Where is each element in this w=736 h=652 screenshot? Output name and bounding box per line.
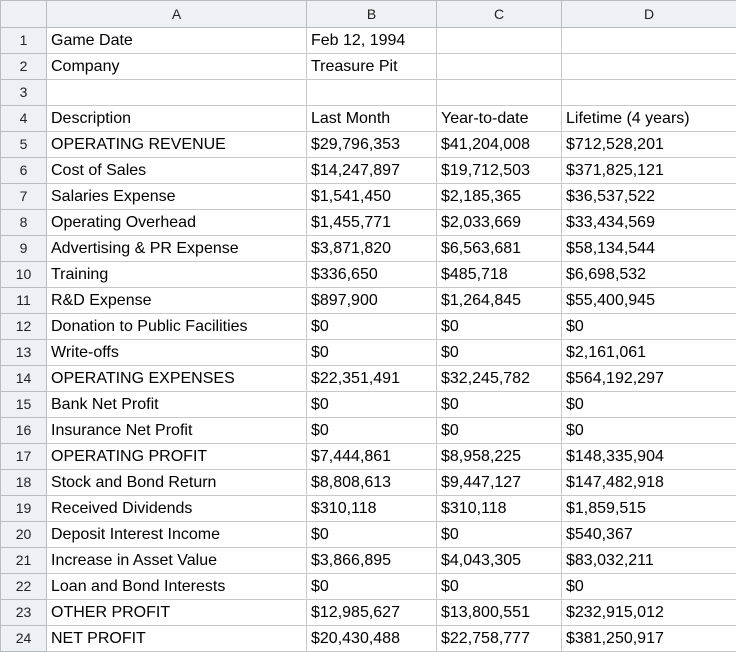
column-header-row	[1, 1, 736, 28]
cell-b[interactable]: $0	[307, 418, 437, 444]
table-row	[1, 366, 736, 392]
cell-b[interactable]: Feb 12, 1994	[307, 28, 437, 54]
cell-b[interactable]: $3,866,895	[307, 548, 437, 574]
cell-d[interactable]: Lifetime (4 years)	[562, 106, 736, 132]
column-header-b[interactable]: B	[307, 1, 437, 28]
table-row	[1, 496, 736, 522]
cell-d[interactable]: $147,482,918	[562, 470, 736, 496]
cell-b[interactable]: $0	[307, 392, 437, 418]
table-row	[1, 444, 736, 470]
cell-a[interactable]: OTHER PROFIT	[47, 600, 307, 626]
table-row	[1, 548, 736, 574]
table-row	[1, 288, 736, 314]
column-header-c[interactable]: C	[437, 1, 562, 28]
row-header[interactable]: 6	[1, 158, 47, 184]
cell-a[interactable]: Increase in Asset Value	[47, 548, 307, 574]
cell-b[interactable]: $897,900	[307, 288, 437, 314]
table-row	[1, 106, 736, 132]
cell-c[interactable]: $6,563,681	[437, 236, 562, 262]
cell-a[interactable]: Donation to Public Facilities	[47, 314, 307, 340]
cell-b[interactable]: $1,455,771	[307, 210, 437, 236]
cell-b[interactable]: $20,430,488	[307, 626, 437, 652]
cell-c[interactable]	[437, 80, 562, 106]
cell-a[interactable]: OPERATING REVENUE	[47, 132, 307, 158]
cell-a[interactable]: Game Date	[47, 28, 307, 54]
cell-a[interactable]: Stock and Bond Return	[47, 470, 307, 496]
table-row	[1, 262, 736, 288]
row-header[interactable]: 3	[1, 80, 47, 106]
cell-a[interactable]: Loan and Bond Interests	[47, 574, 307, 600]
cell-b[interactable]: $8,808,613	[307, 470, 437, 496]
cell-c[interactable]: $0	[437, 522, 562, 548]
cell-c[interactable]: $2,185,365	[437, 184, 562, 210]
cell-b[interactable]	[307, 80, 437, 106]
table-row	[1, 340, 736, 366]
cell-d[interactable]	[562, 80, 736, 106]
table-row	[1, 28, 736, 54]
row-header[interactable]: 18	[1, 470, 47, 496]
row-header[interactable]: 7	[1, 184, 47, 210]
cell-b[interactable]: $14,247,897	[307, 158, 437, 184]
cell-d[interactable]: $371,825,121	[562, 158, 736, 184]
cell-d[interactable]: $0	[562, 314, 736, 340]
row-header[interactable]: 14	[1, 366, 47, 392]
cell-b[interactable]: $29,796,353	[307, 132, 437, 158]
cell-d[interactable]: $6,698,532	[562, 262, 736, 288]
cell-a[interactable]: Cost of Sales	[47, 158, 307, 184]
column-header-a[interactable]: A	[47, 1, 307, 28]
cell-c[interactable]: $0	[437, 340, 562, 366]
cell-c[interactable]: $13,800,551	[437, 600, 562, 626]
cell-a[interactable]: R&D Expense	[47, 288, 307, 314]
cell-c[interactable]: $19,712,503	[437, 158, 562, 184]
row-header[interactable]: 4	[1, 106, 47, 132]
cell-a[interactable]: Write-offs	[47, 340, 307, 366]
cell-b[interactable]: $0	[307, 340, 437, 366]
cell-c[interactable]: $2,033,669	[437, 210, 562, 236]
cell-d[interactable]: $83,032,211	[562, 548, 736, 574]
row-header[interactable]: 12	[1, 314, 47, 340]
cell-d[interactable]: $1,859,515	[562, 496, 736, 522]
table-row	[1, 470, 736, 496]
row-header[interactable]: 16	[1, 418, 47, 444]
table-row	[1, 210, 736, 236]
cell-c[interactable]: $22,758,777	[437, 626, 562, 652]
cell-a[interactable]: Salaries Expense	[47, 184, 307, 210]
row-header[interactable]: 11	[1, 288, 47, 314]
table-row	[1, 236, 736, 262]
cell-c[interactable]: $0	[437, 418, 562, 444]
cell-d[interactable]: $148,335,904	[562, 444, 736, 470]
row-header[interactable]: 20	[1, 522, 47, 548]
cell-d[interactable]: $232,915,012	[562, 600, 736, 626]
cell-a[interactable]: Insurance Net Profit	[47, 418, 307, 444]
cell-c[interactable]: $485,718	[437, 262, 562, 288]
table-row	[1, 54, 736, 80]
cell-c[interactable]: $1,264,845	[437, 288, 562, 314]
cell-b[interactable]: $22,351,491	[307, 366, 437, 392]
table-row	[1, 314, 736, 340]
row-header[interactable]: 22	[1, 574, 47, 600]
row-header[interactable]: 9	[1, 236, 47, 262]
cell-b[interactable]: Treasure Pit	[307, 54, 437, 80]
cell-b[interactable]: $0	[307, 522, 437, 548]
row-header[interactable]: 10	[1, 262, 47, 288]
cell-d[interactable]: $540,367	[562, 522, 736, 548]
cell-d[interactable]: $712,528,201	[562, 132, 736, 158]
cell-d[interactable]: $36,537,522	[562, 184, 736, 210]
cell-a[interactable]: Advertising & PR Expense	[47, 236, 307, 262]
cell-c[interactable]: $310,118	[437, 496, 562, 522]
row-header[interactable]: 17	[1, 444, 47, 470]
cell-c[interactable]: Year-to-date	[437, 106, 562, 132]
table-row	[1, 184, 736, 210]
cell-d[interactable]: $564,192,297	[562, 366, 736, 392]
cell-c[interactable]: $9,447,127	[437, 470, 562, 496]
row-header[interactable]: 13	[1, 340, 47, 366]
table-row	[1, 158, 736, 184]
cell-b[interactable]: $0	[307, 574, 437, 600]
column-header-d[interactable]: D	[562, 1, 736, 28]
row-header[interactable]: 19	[1, 496, 47, 522]
cell-a[interactable]: Operating Overhead	[47, 210, 307, 236]
cell-a[interactable]: OPERATING EXPENSES	[47, 366, 307, 392]
cell-a[interactable]: Description	[47, 106, 307, 132]
row-header[interactable]: 2	[1, 54, 47, 80]
cell-c[interactable]: $4,043,305	[437, 548, 562, 574]
row-header[interactable]: 23	[1, 600, 47, 626]
cell-d[interactable]	[562, 54, 736, 80]
cell-a[interactable]: Company	[47, 54, 307, 80]
cell-c[interactable]	[437, 28, 562, 54]
cell-b[interactable]: $12,985,627	[307, 600, 437, 626]
table-row	[1, 132, 736, 158]
cell-a[interactable]: Training	[47, 262, 307, 288]
row-header[interactable]: 15	[1, 392, 47, 418]
cell-a[interactable]	[47, 80, 307, 106]
select-all-corner[interactable]	[1, 1, 47, 28]
table-row	[1, 80, 736, 106]
cell-d[interactable]: $0	[562, 418, 736, 444]
table-row	[1, 418, 736, 444]
cell-b[interactable]: $310,118	[307, 496, 437, 522]
cell-d[interactable]: $0	[562, 392, 736, 418]
row-header[interactable]: 8	[1, 210, 47, 236]
cell-b[interactable]: $336,650	[307, 262, 437, 288]
cell-c[interactable]: $0	[437, 392, 562, 418]
cell-a[interactable]: NET PROFIT	[47, 626, 307, 652]
cell-a[interactable]: Bank Net Profit	[47, 392, 307, 418]
cell-c[interactable]: $41,204,008	[437, 132, 562, 158]
cell-c[interactable]: $8,958,225	[437, 444, 562, 470]
cell-d[interactable]: $0	[562, 574, 736, 600]
cell-d[interactable]: $33,434,569	[562, 210, 736, 236]
cell-c[interactable]: $0	[437, 574, 562, 600]
cell-d[interactable]: $381,250,917	[562, 626, 736, 652]
table-row	[1, 522, 736, 548]
row-header[interactable]: 5	[1, 132, 47, 158]
cell-b[interactable]: $3,871,820	[307, 236, 437, 262]
cell-a[interactable]: Received Dividends	[47, 496, 307, 522]
table-row	[1, 392, 736, 418]
cell-b[interactable]: $0	[307, 314, 437, 340]
cell-a[interactable]: OPERATING PROFIT	[47, 444, 307, 470]
grid-body	[1, 28, 736, 652]
cell-b[interactable]: $1,541,450	[307, 184, 437, 210]
cell-d[interactable]	[562, 28, 736, 54]
table-row	[1, 600, 736, 626]
table-row	[1, 574, 736, 600]
cell-b[interactable]: $7,444,861	[307, 444, 437, 470]
cell-a[interactable]: Deposit Interest Income	[47, 522, 307, 548]
cell-d[interactable]: $55,400,945	[562, 288, 736, 314]
row-header[interactable]: 21	[1, 548, 47, 574]
cell-d[interactable]: $2,161,061	[562, 340, 736, 366]
row-header[interactable]: 1	[1, 28, 47, 54]
row-header[interactable]: 24	[1, 626, 47, 652]
cell-c[interactable]: $0	[437, 314, 562, 340]
cell-c[interactable]: $32,245,782	[437, 366, 562, 392]
table-row	[1, 626, 736, 652]
cell-b[interactable]: Last Month	[307, 106, 437, 132]
cell-d[interactable]: $58,134,544	[562, 236, 736, 262]
cell-c[interactable]	[437, 54, 562, 80]
